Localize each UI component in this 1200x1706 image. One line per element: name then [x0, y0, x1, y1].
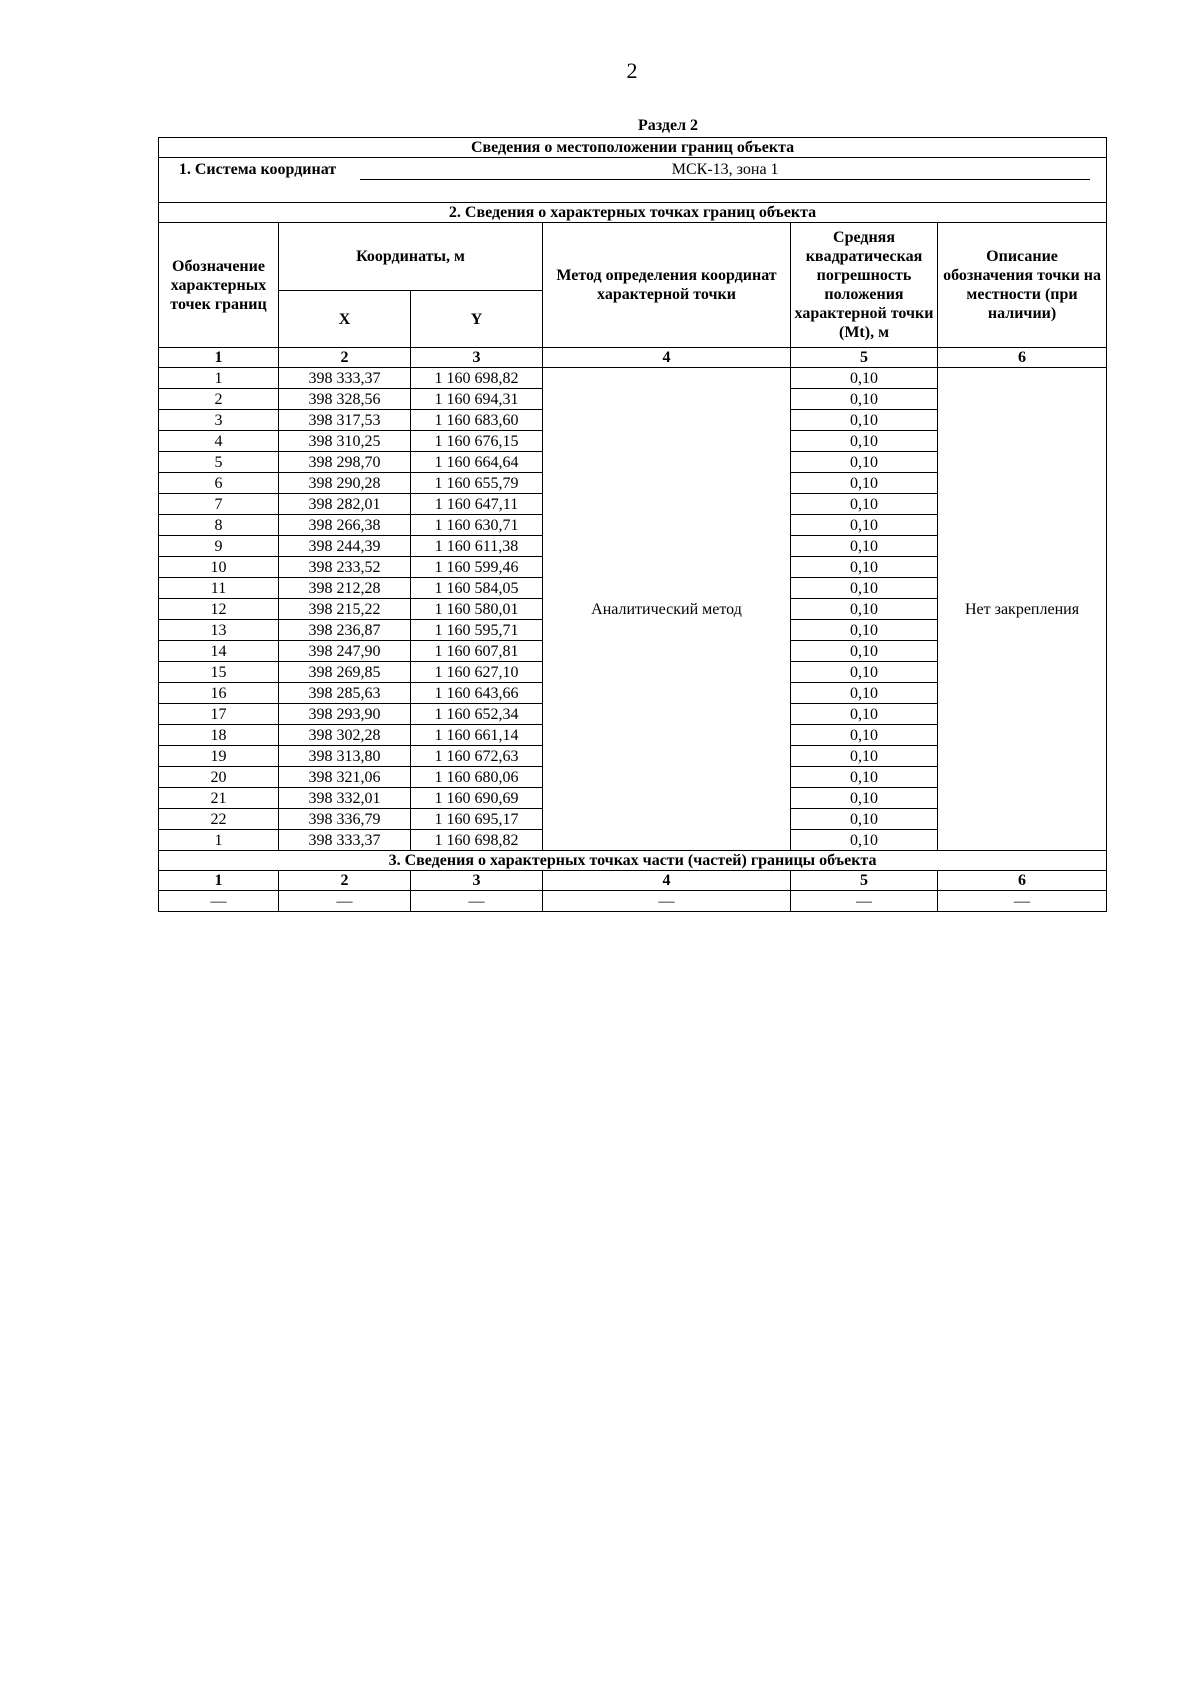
subsection3-title: 3. Сведения о характерных точках части (частей) границы объекта	[159, 851, 1107, 871]
coord-x: 398 321,06	[279, 767, 411, 788]
part-col-number-6: 6	[938, 871, 1107, 891]
point-number: 2	[159, 389, 279, 410]
part-empty-cell: —	[791, 891, 938, 912]
coord-x: 398 293,90	[279, 704, 411, 725]
coord-y: 1 160 672,63	[411, 746, 543, 767]
error-value: 0,10	[791, 557, 938, 578]
coord-system-value: МСК-13, зона 1	[360, 160, 1090, 180]
col-number-4: 4	[543, 348, 791, 368]
coord-x: 398 290,28	[279, 473, 411, 494]
table-title: Сведения о местоположении границ объекта	[159, 138, 1107, 158]
part-empty-cell: —	[159, 891, 279, 912]
point-number: 15	[159, 662, 279, 683]
coord-x: 398 282,01	[279, 494, 411, 515]
coord-y: 1 160 698,82	[411, 368, 543, 389]
coord-y: 1 160 584,05	[411, 578, 543, 599]
point-number: 1	[159, 830, 279, 851]
point-number: 21	[159, 788, 279, 809]
coord-x: 398 244,39	[279, 536, 411, 557]
coord-y: 1 160 694,31	[411, 389, 543, 410]
error-value: 0,10	[791, 410, 938, 431]
part-col-number-4: 4	[543, 871, 791, 891]
coord-x: 398 317,53	[279, 410, 411, 431]
coord-x: 398 298,70	[279, 452, 411, 473]
coord-y: 1 160 664,64	[411, 452, 543, 473]
coord-y: 1 160 652,34	[411, 704, 543, 725]
point-number: 16	[159, 683, 279, 704]
page-number: 2	[626, 58, 638, 83]
part-empty-cell: —	[411, 891, 543, 912]
coord-y: 1 160 599,46	[411, 557, 543, 578]
col-number-2: 2	[279, 348, 411, 368]
point-number: 12	[159, 599, 279, 620]
point-number: 17	[159, 704, 279, 725]
error-value: 0,10	[791, 578, 938, 599]
table-row	[159, 368, 1107, 389]
coord-x: 398 332,01	[279, 788, 411, 809]
coord-x: 398 333,37	[279, 830, 411, 851]
coord-x: 398 215,22	[279, 599, 411, 620]
point-number: 10	[159, 557, 279, 578]
point-number: 11	[159, 578, 279, 599]
coord-system-label: 1. Система координат	[178, 161, 337, 178]
coord-x: 398 285,63	[279, 683, 411, 704]
error-value: 0,10	[791, 767, 938, 788]
header-method: Метод определения координат характерной точки	[543, 223, 791, 348]
coord-y: 1 160 580,01	[411, 599, 543, 620]
coord-x: 398 333,37	[279, 368, 411, 389]
point-number: 5	[159, 452, 279, 473]
desc-cell: Нет закрепления	[938, 368, 1107, 851]
point-number: 13	[159, 620, 279, 641]
error-value: 0,10	[791, 725, 938, 746]
coord-x: 398 236,87	[279, 620, 411, 641]
coord-y: 1 160 695,17	[411, 809, 543, 830]
coord-x: 398 328,56	[279, 389, 411, 410]
coord-y: 1 160 680,06	[411, 767, 543, 788]
coord-y: 1 160 683,60	[411, 410, 543, 431]
boundary-table	[158, 137, 1107, 912]
coord-y: 1 160 630,71	[411, 515, 543, 536]
error-value: 0,10	[791, 662, 938, 683]
coord-x: 398 233,52	[279, 557, 411, 578]
coord-y: 1 160 595,71	[411, 620, 543, 641]
coord-x: 398 212,28	[279, 578, 411, 599]
error-value: 0,10	[791, 452, 938, 473]
error-value: 0,10	[791, 620, 938, 641]
coord-y: 1 160 698,82	[411, 830, 543, 851]
part-col-number-5: 5	[791, 871, 938, 891]
coord-y: 1 160 643,66	[411, 683, 543, 704]
error-value: 0,10	[791, 431, 938, 452]
error-value: 0,10	[791, 641, 938, 662]
point-number: 19	[159, 746, 279, 767]
error-value: 0,10	[791, 788, 938, 809]
error-value: 0,10	[791, 473, 938, 494]
error-value: 0,10	[791, 368, 938, 389]
coord-y: 1 160 676,15	[411, 431, 543, 452]
error-value: 0,10	[791, 704, 938, 725]
coord-x: 398 302,28	[279, 725, 411, 746]
error-value: 0,10	[791, 536, 938, 557]
header-point: Обозначение характерных точек границ	[159, 223, 279, 348]
coord-y: 1 160 690,69	[411, 788, 543, 809]
coord-x: 398 247,90	[279, 641, 411, 662]
header-desc: Описание обозначения точки на местности (при наличии)	[938, 223, 1107, 348]
point-number: 3	[159, 410, 279, 431]
point-number: 18	[159, 725, 279, 746]
error-value: 0,10	[791, 809, 938, 830]
subsection2-title: 2. Сведения о характерных точках границ объекта	[159, 203, 1107, 223]
point-number: 9	[159, 536, 279, 557]
col-number-6: 6	[938, 348, 1107, 368]
coord-x: 398 310,25	[279, 431, 411, 452]
error-value: 0,10	[791, 683, 938, 704]
coord-x: 398 336,79	[279, 809, 411, 830]
coord-y: 1 160 627,10	[411, 662, 543, 683]
coord-x: 398 266,38	[279, 515, 411, 536]
header-y: Y	[411, 291, 543, 348]
error-value: 0,10	[791, 389, 938, 410]
coord-x: 398 269,85	[279, 662, 411, 683]
coord-y: 1 160 611,38	[411, 536, 543, 557]
part-empty-cell: —	[279, 891, 411, 912]
header-error: Средняя квадратическая погрешность положения характерной точки (Mt), м	[791, 223, 938, 348]
section-title: Раздел 2	[637, 117, 699, 134]
part-col-number-3: 3	[411, 871, 543, 891]
header-x: X	[279, 291, 411, 348]
error-value: 0,10	[791, 746, 938, 767]
col-number-1: 1	[159, 348, 279, 368]
coord-y: 1 160 661,14	[411, 725, 543, 746]
method-cell: Аналитический метод	[543, 368, 791, 851]
point-number: 6	[159, 473, 279, 494]
header-coords: Координаты, м	[279, 223, 543, 291]
coord-y: 1 160 647,11	[411, 494, 543, 515]
coord-y: 1 160 607,81	[411, 641, 543, 662]
point-number: 14	[159, 641, 279, 662]
error-value: 0,10	[791, 830, 938, 851]
col-number-3: 3	[411, 348, 543, 368]
coord-system-row	[159, 158, 1107, 203]
point-number: 4	[159, 431, 279, 452]
point-number: 1	[159, 368, 279, 389]
part-col-number-1: 1	[159, 871, 279, 891]
error-value: 0,10	[791, 494, 938, 515]
coord-x: 398 313,80	[279, 746, 411, 767]
point-number: 22	[159, 809, 279, 830]
col-number-5: 5	[791, 348, 938, 368]
error-value: 0,10	[791, 515, 938, 536]
error-value: 0,10	[791, 599, 938, 620]
part-empty-cell: —	[938, 891, 1107, 912]
point-number: 20	[159, 767, 279, 788]
point-number: 7	[159, 494, 279, 515]
point-number: 8	[159, 515, 279, 536]
part-empty-cell: —	[543, 891, 791, 912]
coord-y: 1 160 655,79	[411, 473, 543, 494]
part-col-number-2: 2	[279, 871, 411, 891]
